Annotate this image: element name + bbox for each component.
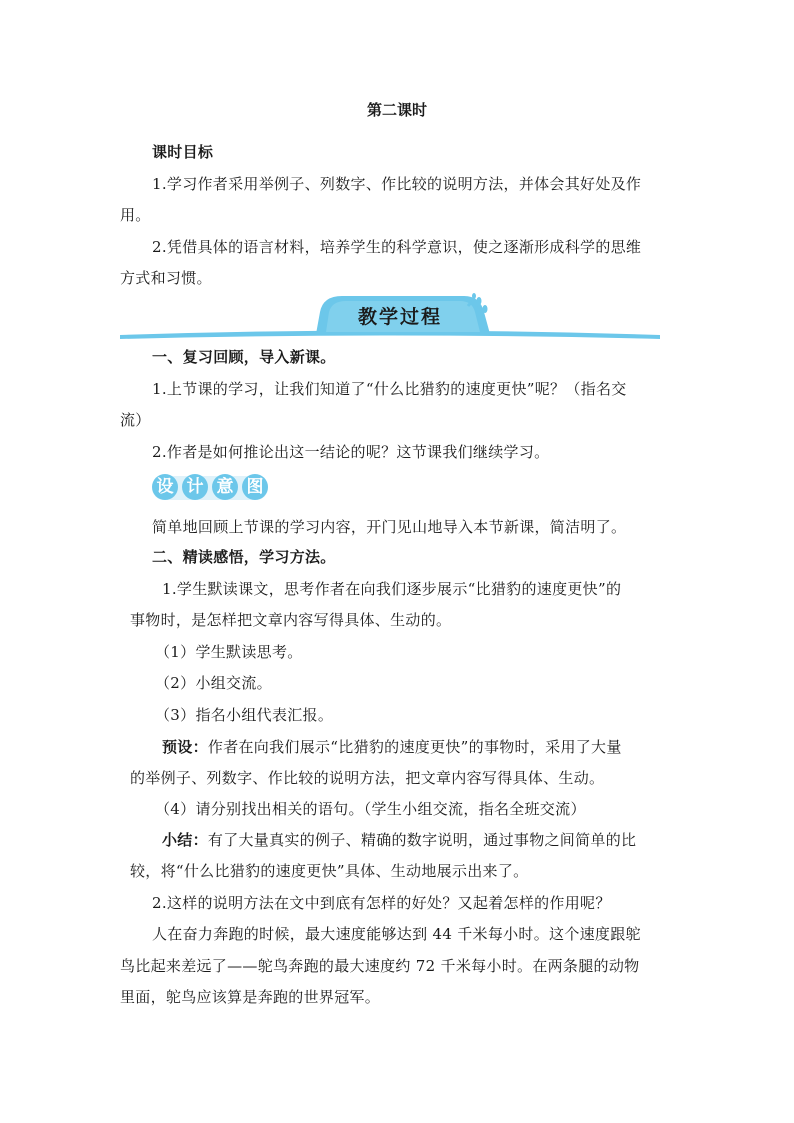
section-1-q2: 2.作者是如何推论出这一结论的呢？这节课我们继续学习。 — [152, 443, 550, 461]
design-intent-text: 简单地回顾上节课的学习内容，开门见山地导入本节新课，简洁明了。 — [152, 518, 627, 536]
badge-char-1: 设 — [152, 474, 178, 500]
step-1: （1）学生默读思考。 — [155, 643, 303, 661]
section-2-q2: 2.这样的说明方法在文中到底有怎样的好处？又起着怎样的作用呢？ — [152, 894, 611, 912]
section-1-q1-line-1: 1.上节课的学习，让我们知道了“什么比猎豹的速度更快”呢？（指名交 — [152, 380, 627, 398]
section-2-heading: 二、精读感悟，学习方法。 — [152, 548, 336, 566]
step-4: （4）请分别找出相关的语句。（学生小组交流，指名全班交流） — [155, 800, 586, 818]
goal-1-line-2: 用。 — [120, 206, 151, 224]
section-2-p1-line-2: 事物时，是怎样把文章内容写得具体、生动的。 — [130, 611, 452, 629]
summary-line-1 — [162, 830, 636, 850]
teaching-process-banner — [120, 292, 660, 342]
page-title: 第二课时 — [366, 101, 427, 119]
section-1-heading: 一、复习回顾，导入新课。 — [152, 348, 336, 366]
banner-title: 教学过程 — [357, 306, 442, 328]
goal-2-line-2: 方式和习惯。 — [120, 269, 212, 287]
goal-1-line-1: 1.学习作者采用举例子、列数字、作比较的说明方法，并体会其好处及作 — [152, 175, 642, 193]
badge-char-2: 计 — [182, 474, 208, 500]
section-1-q1-line-2: 流） — [120, 411, 151, 429]
step-2: （2）小组交流。 — [155, 674, 272, 692]
goal-2-line-1: 2.凭借具体的语言材料，培养学生的科学意识，使之逐渐形成科学的思维 — [152, 238, 642, 256]
quote-line-1: 人在奋力奔跑的时候，最大速度能够达到 44 千米每小时。这个速度跟鸵 — [152, 925, 641, 943]
quote-line-2: 鸟比起来差远了——鸵鸟奔跑的最大速度约 72 千米每小时。在两条腿的动物 — [120, 957, 640, 975]
goals-heading: 课时目标 — [152, 143, 214, 161]
quote-line-3: 里面，鸵鸟应该算是奔跑的世界冠军。 — [120, 988, 381, 1006]
preset-line-2: 的举例子、列数字、作比较的说明方法，把文章内容写得具体、生动。 — [130, 769, 605, 787]
badge-char-4: 图 — [242, 474, 268, 500]
summary-line-2: 较，将“什么比猎豹的速度更快”具体、生动地展示出来了。 — [130, 862, 529, 880]
preset-label: 预设： — [162, 738, 208, 756]
badge-char-3: 意 — [212, 474, 238, 500]
preset-text: 作者在向我们展示“比猎豹的速度更快”的事物时，采用了大量 — [207, 738, 622, 756]
section-2-p1-line-1: 1.学生默读课文，思考作者在向我们逐步展示“比猎豹的速度更快”的 — [162, 580, 622, 598]
preset-line-1 — [162, 737, 622, 757]
summary-label: 小结： — [162, 831, 208, 849]
step-3: （3）指名小组代表汇报。 — [155, 706, 334, 724]
summary-text: 有了大量真实的例子、精确的数字说明，通过事物之间简单的比 — [207, 831, 637, 849]
